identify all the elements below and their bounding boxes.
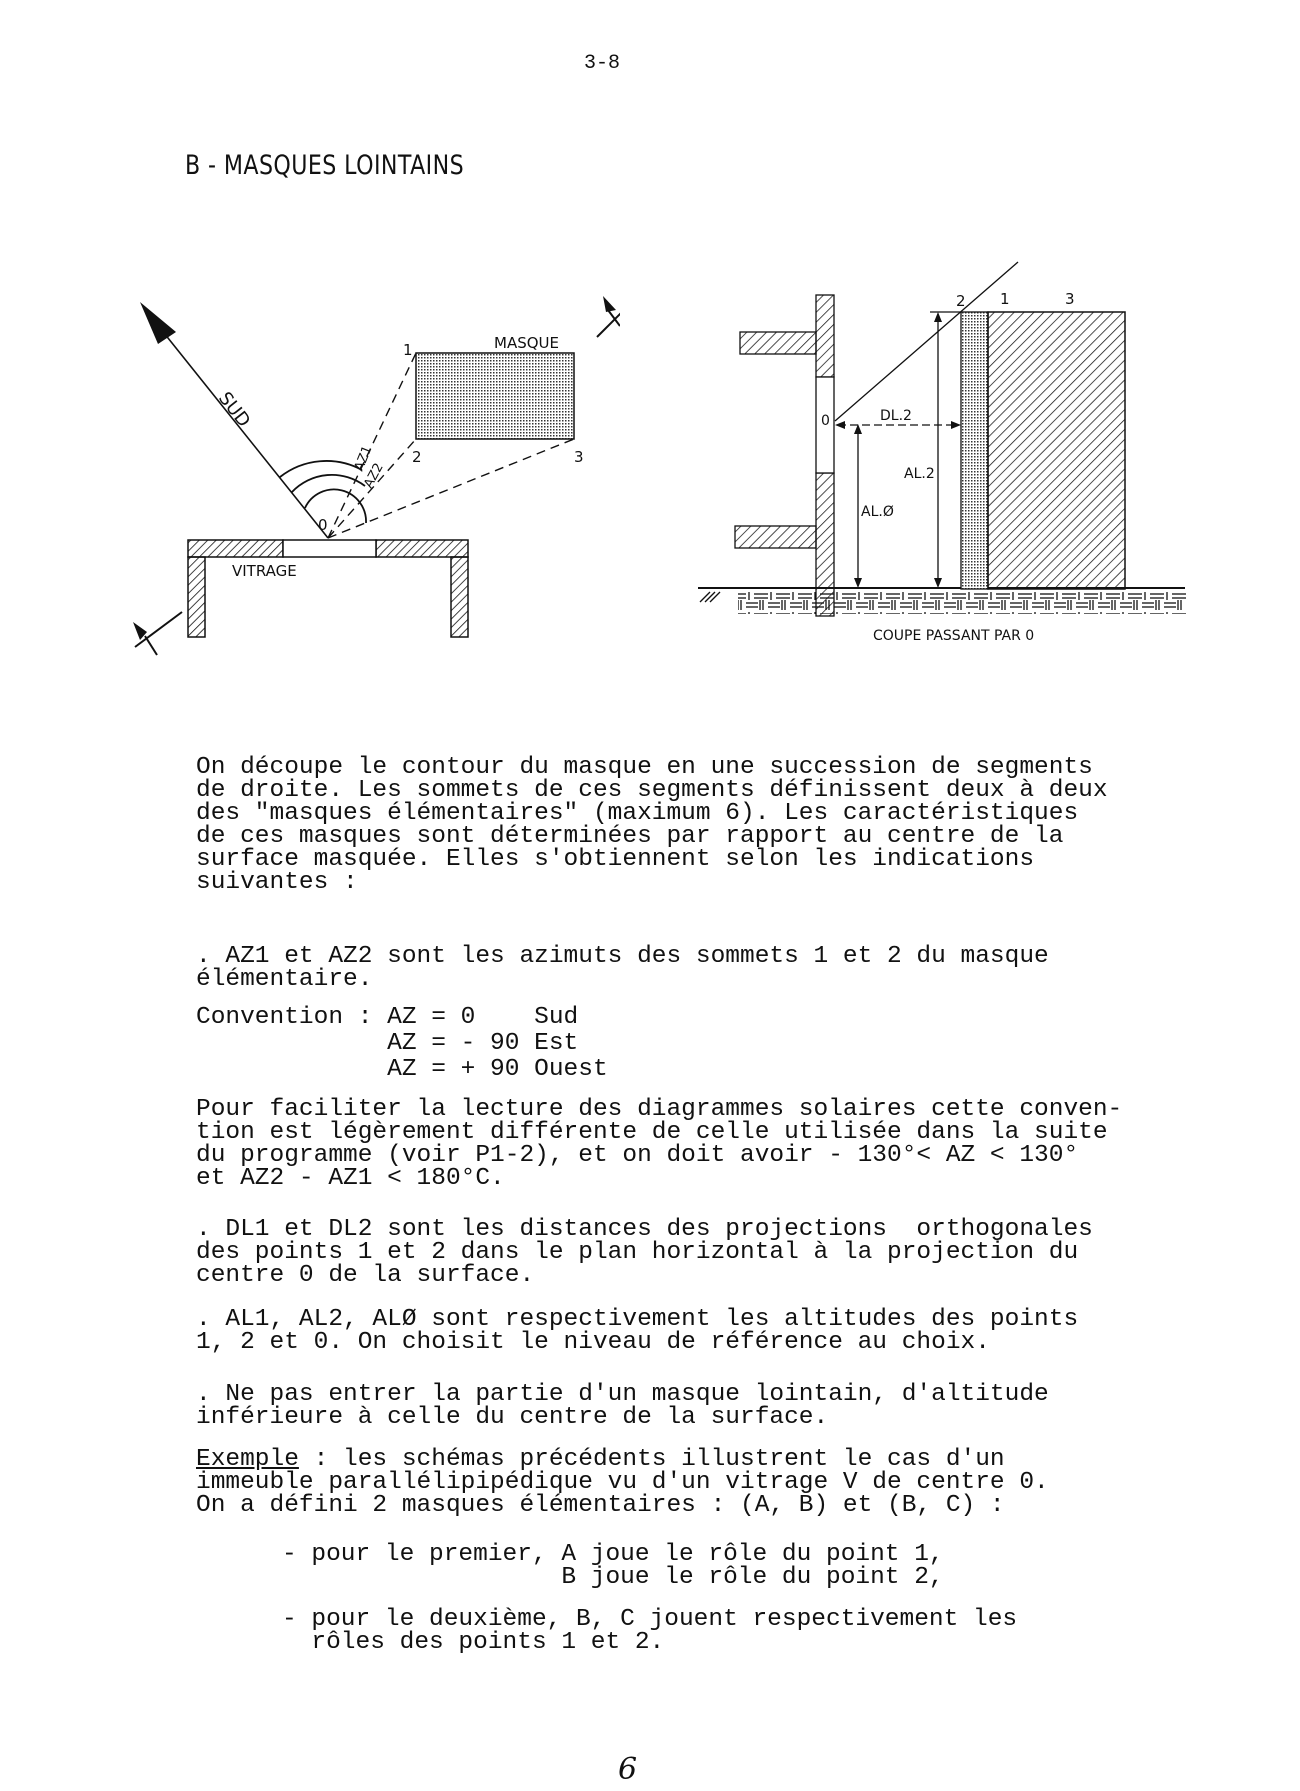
convention-block: Convention : AZ = 0 Sud AZ = - 90 Est AZ = + 90 Ouest — [196, 1004, 608, 1083]
az2-label: AZ2 — [361, 460, 387, 491]
intro-paragraph: On découpe le contour du masque en une succession de segments de droite. Les sommets de ces segments définissent deux à deux des "masques élémentaires" (maximum 6). Les caractéristiques de ces masques sont déterminées par rapport au centre de la surface masquée. Elles s'obtiennent selon les indications suivantes : — [196, 754, 1108, 896]
section-view-figure — [680, 240, 1240, 660]
glazing-label: VITRAGE — [232, 562, 297, 580]
arrow-icon — [140, 302, 176, 344]
point-3-label: 3 — [1065, 290, 1075, 308]
point-0-label: 0 — [821, 413, 830, 429]
page-number: 3-8 — [584, 52, 621, 75]
glazing — [283, 540, 376, 557]
point-2-label: 2 — [956, 292, 966, 310]
example-list-first: - pour le premier, A joue le rôle du point 1, B joue le rôle du point 2, — [282, 1541, 944, 1591]
example-label: Exemple — [196, 1446, 299, 1473]
figure-caption: COUPE PASSANT PAR 0 — [873, 628, 1035, 644]
mask-building — [988, 312, 1125, 589]
note-item: . Ne pas entrer la partie d'un masque lointain, d'altitude inférieure à celle du centre de la surface. — [196, 1381, 1049, 1431]
mask-block — [416, 353, 574, 439]
plan-view-figure — [100, 240, 620, 680]
azimuth-item: . AZ1 et AZ2 sont les azimuts des sommets 1 et 2 du masque élémentaire. — [196, 943, 1049, 993]
example-text: : les schémas précédents illustrent le cas d'un immeuble parallélipipédique vu d'un vitrage V de centre 0. On a défini 2 masques élémentaires : (A, B) et (B, C) : — [196, 1446, 1049, 1519]
al0-label: AL.Ø — [861, 504, 894, 520]
section-title: B - MASQUES LOINTAINS — [185, 150, 465, 181]
south-label: SUD — [214, 388, 255, 432]
mask-label: MASQUE — [494, 334, 559, 352]
point-2-label: 2 — [412, 448, 422, 466]
altitude-item: . AL1, AL2, ALØ sont respectivement les altitudes des points 1, 2 et 0. On choisit le niveau de référence au choix. — [196, 1306, 1079, 1356]
point-1-label: 1 — [403, 341, 413, 359]
convention-note: Pour faciliter la lecture des diagrammes solaires cette conven- tion est légèrement différente de celle utilisée dans la suite du programme (voir P1-2), et on doit avoir - 130°< AZ < 130° et AZ2 - AZ1 < 180°C. — [196, 1096, 1123, 1192]
point-3-label: 3 — [574, 448, 584, 466]
building-walls — [188, 540, 468, 637]
point-0-label: 0 — [318, 516, 328, 534]
az1-label: AZ1 — [351, 443, 376, 474]
dl2-label: DL.2 — [880, 408, 912, 424]
example-list-second: - pour le deuxième, B, C jouent respectivement les rôles des points 1 et 2. — [282, 1606, 1018, 1656]
example-paragraph — [196, 1448, 1049, 1517]
mask-face — [961, 312, 988, 589]
al2-label: AL.2 — [904, 466, 935, 482]
handwritten-page-mark: 6 — [618, 1752, 638, 1787]
point-1-label: 1 — [1000, 290, 1010, 308]
distance-item: . DL1 et DL2 sont les distances des projections orthogonales des points 1 et 2 dans le plan horizontal à la projection du centre 0 de la surface. — [196, 1216, 1093, 1289]
